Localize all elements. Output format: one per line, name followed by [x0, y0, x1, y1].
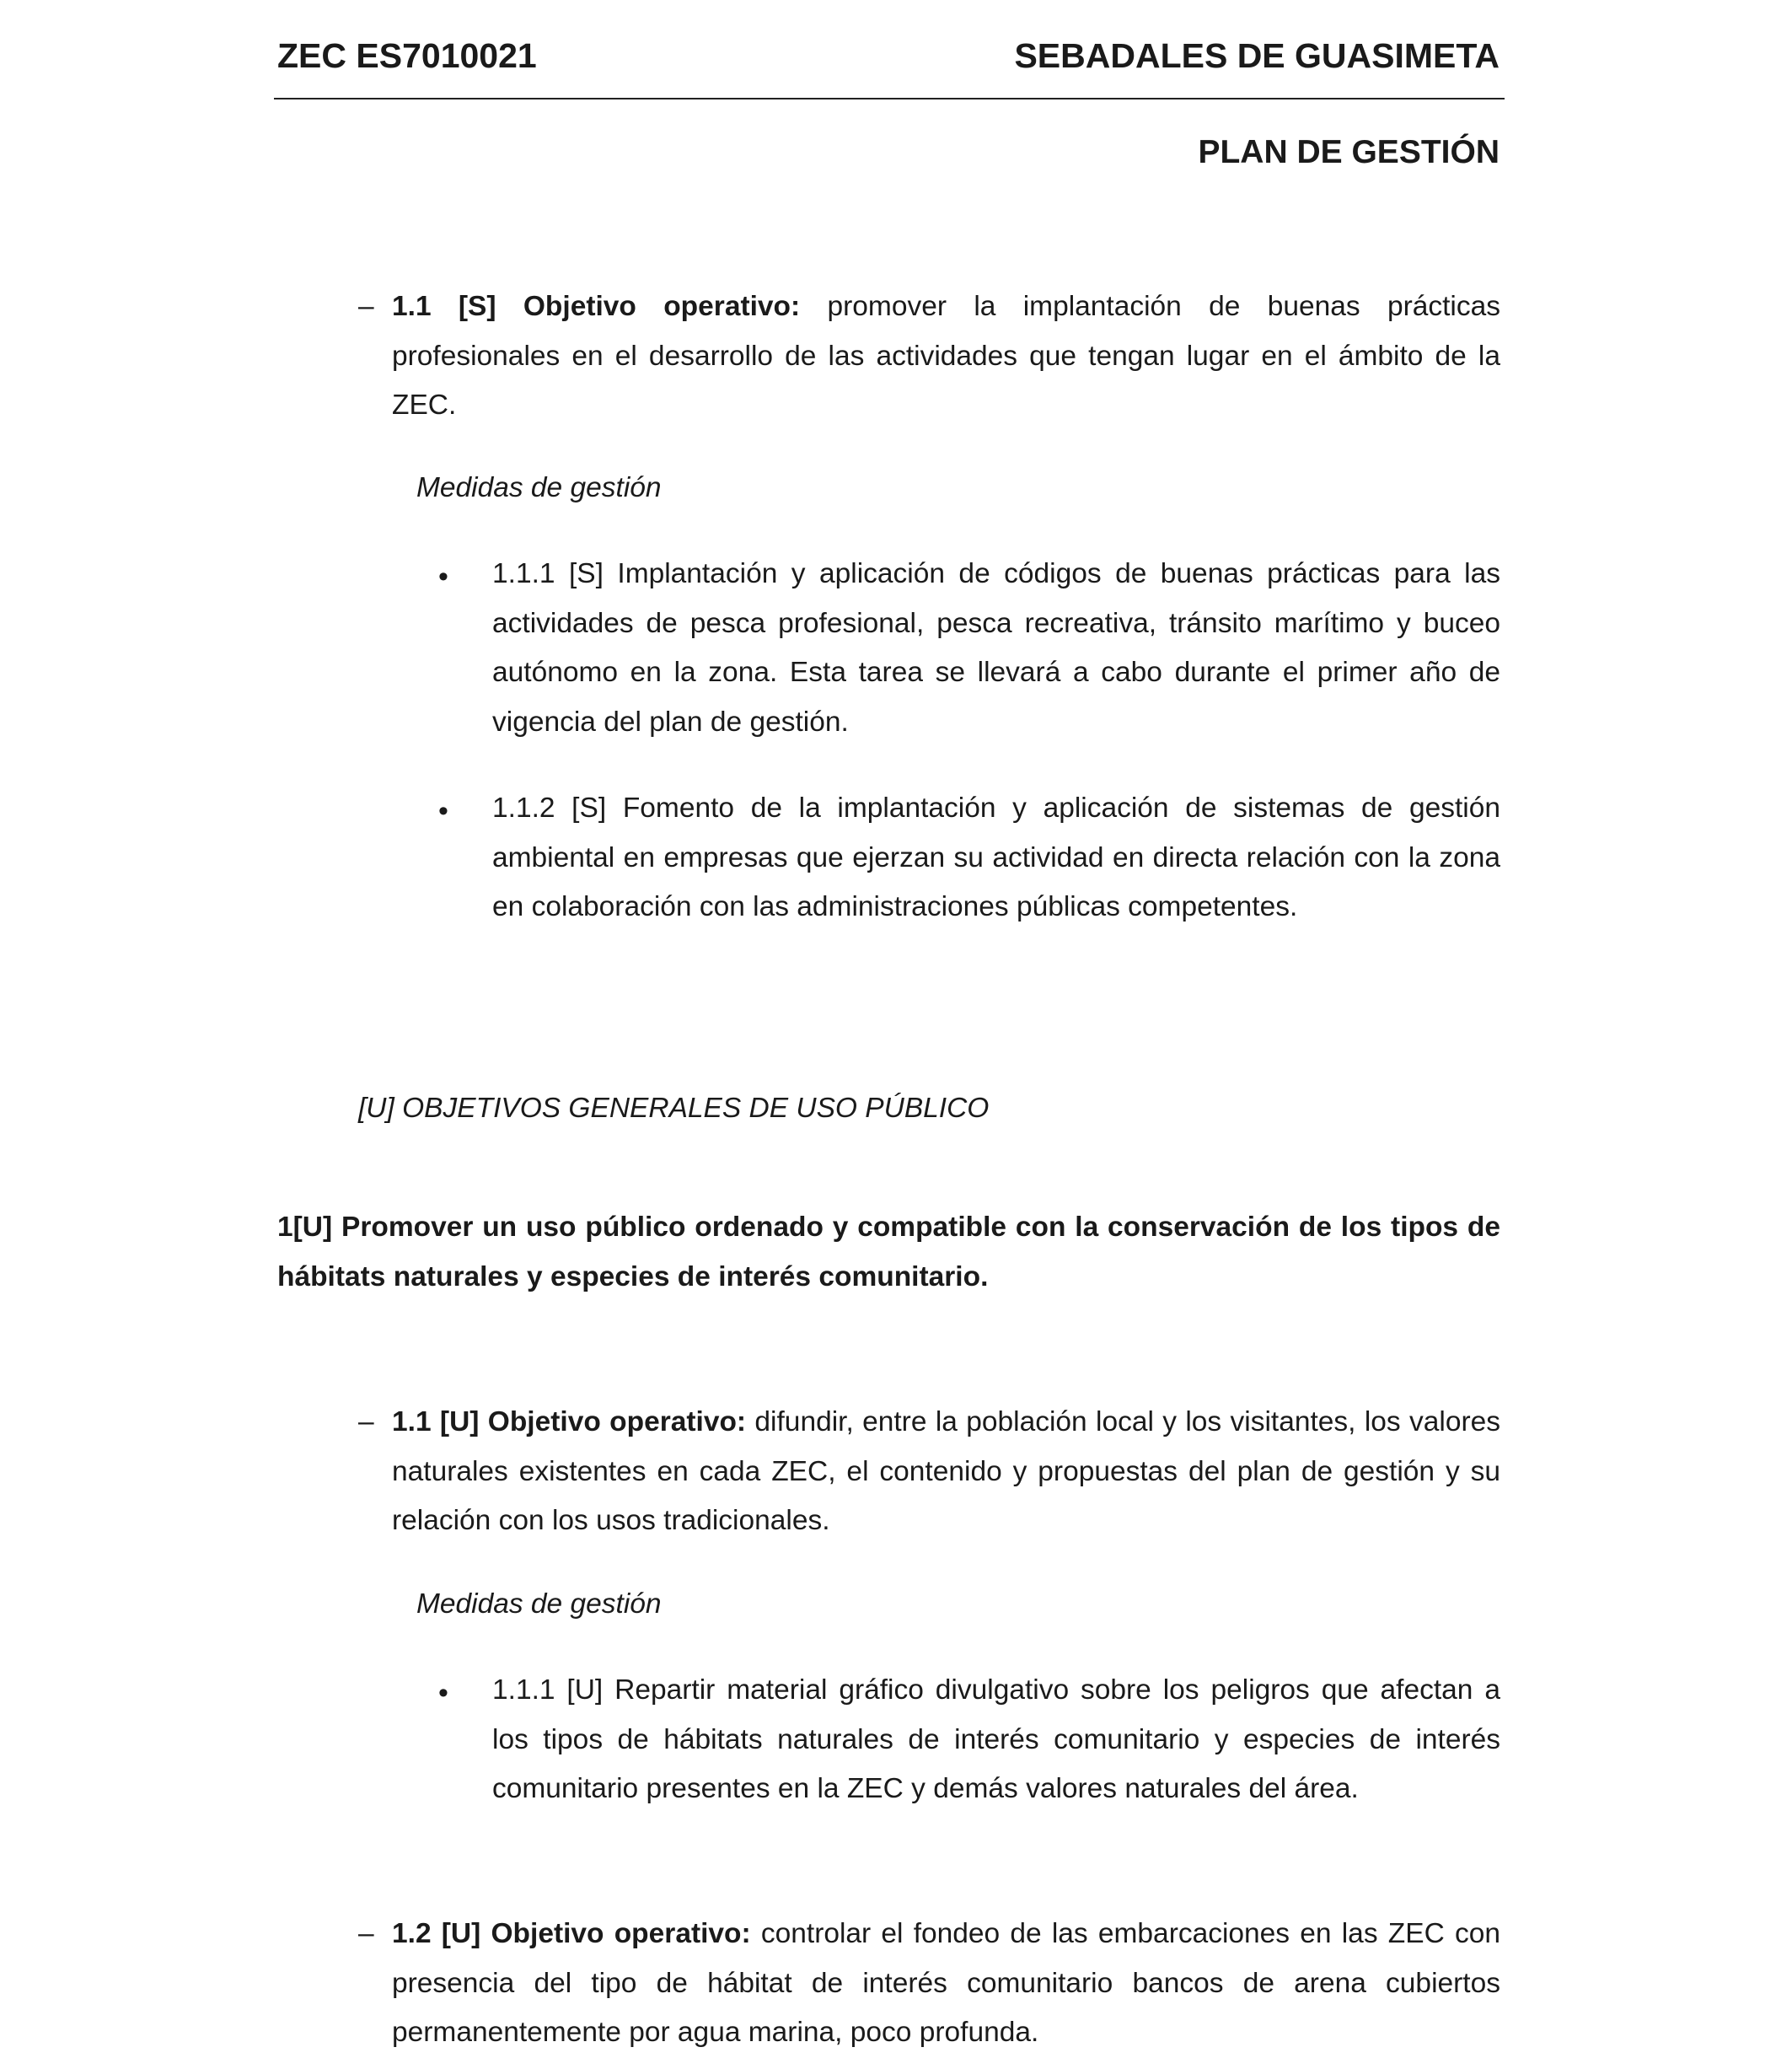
measure-item: 1.1.1 [S] Implantación y aplicación de códigos de buenas prácticas para las actividades de pesca profesional, pesca recreativa, tránsito marítimo y buceo autónomo en la zona. Esta tarea se llevará a cabo durante el primer año de vigencia del plan de gestión. — [492, 558, 1500, 738]
measures-heading: Medidas de gestión — [416, 472, 662, 503]
objective-u-1-2 — [392, 1910, 1500, 2058]
header-site-code: ZEC ES7010021 — [277, 36, 537, 75]
objective-text: difundir, entre la población local y los visitantes, los valores naturales existentes en cada ZEC, el contenido y propuestas del plan de gestión y su relación con los usos tradicionales. — [392, 1406, 1500, 1536]
measure-item: 1.1.1 [U] Repartir material gráfico divulgativo sobre los peligros que afectan a los tipos de hábitats naturales de interés comunitario y especies de interés comunitario presentes en la ZEC y demás valores naturales del área. — [492, 1674, 1500, 1804]
objective-label: 1.1 [U] Objetivo operativo: — [392, 1406, 747, 1437]
bullet-marker: • — [438, 795, 448, 827]
bullet-marker: • — [438, 1677, 448, 1709]
header-site-name: SEBADALES DE GUASIMETA — [1014, 36, 1500, 75]
dash-marker: – — [358, 1406, 374, 1437]
section-heading: [U] OBJETIVOS GENERALES DE USO PÚBLICO — [358, 1093, 990, 1124]
header-divider — [274, 98, 1505, 99]
bullet-marker: • — [438, 561, 448, 593]
measures-heading: Medidas de gestión — [416, 1588, 662, 1620]
header-subtitle: PLAN DE GESTIÓN — [1198, 134, 1500, 170]
measure-item: 1.1.2 [S] Fomento de la implantación y aplicación de sistemas de gestión ambiental en empresas que ejerzan su actividad en directa relación con la zona en colaboración con las administraciones públicas competentes. — [492, 793, 1500, 922]
objective-text: promover la implantación de buenas prácticas profesionales en el desarrollo de las actividades que tengan lugar en el ámbito de la ZEC. — [392, 291, 1500, 421]
general-goal: 1[U] Promover un uso público ordenado y compatible con la conservación de los tipos de hábitats naturales y especies de interés comunitario. — [277, 1212, 1500, 1292]
objective-u-1-1 — [392, 1398, 1500, 1546]
objective-text: controlar el fondeo de las embarcaciones en las ZEC con presencia del tipo de hábitat de interés comunitario bancos de arena cubiertos permanentemente por agua marina, poco profunda. — [392, 1918, 1501, 2048]
objective-s-1-1 — [392, 282, 1500, 431]
dash-marker: – — [358, 291, 374, 322]
dash-marker: – — [358, 1918, 374, 1949]
objective-label: 1.1 [S] Objetivo operativo: — [392, 291, 801, 322]
objective-label: 1.2 [U] Objetivo operativo: — [392, 1918, 751, 1949]
